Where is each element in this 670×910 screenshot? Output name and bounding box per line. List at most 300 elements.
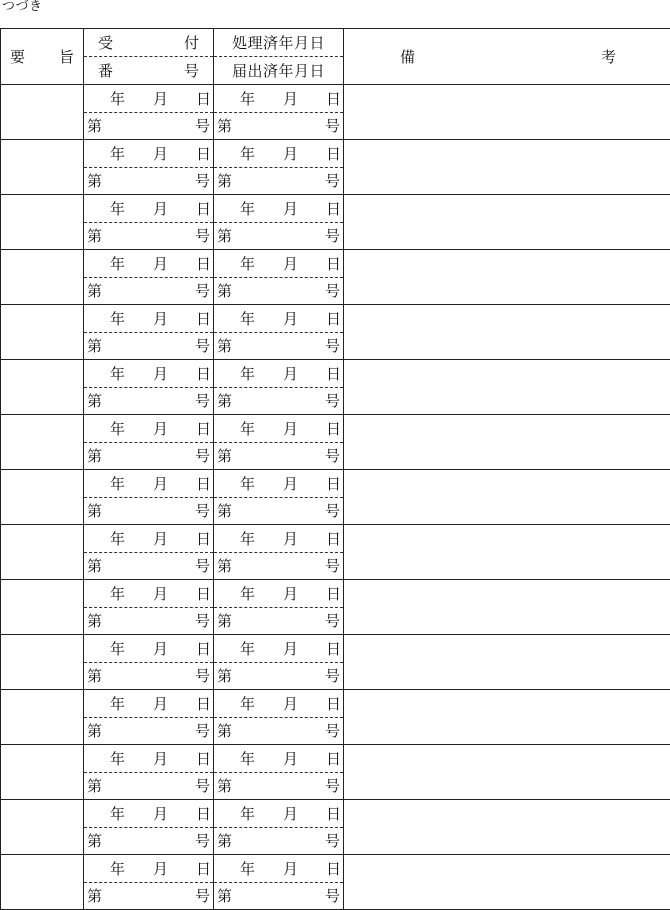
year-label: 年 [109,199,125,218]
day-label: 日 [195,749,211,768]
filed-number-field[interactable] [214,498,343,525]
summary-cell[interactable] [1,415,84,470]
processed-date-field[interactable] [214,745,343,773]
number-suffix-label: 号 [324,722,340,741]
filed-number-field[interactable] [214,443,343,470]
processed-date-field[interactable] [214,85,343,113]
number-prefix-label: 第 [217,117,233,136]
receipt-number-field[interactable] [84,883,213,910]
month-label: 月 [282,804,298,823]
number-suffix-label: 号 [324,502,340,521]
day-label: 日 [195,529,211,548]
number-prefix-label: 第 [217,832,233,851]
number-suffix-label: 号 [324,832,340,851]
number-prefix-label: 第 [87,887,103,906]
day-label: 日 [325,584,341,603]
day-label: 日 [195,804,211,823]
receipt-cell [84,140,214,195]
month-label: 月 [282,89,298,108]
number-suffix-label: 号 [324,887,340,906]
day-label: 日 [325,144,341,163]
filed-number-field[interactable] [214,388,343,415]
processing-cell [214,690,344,745]
processed-date-field[interactable] [214,470,343,498]
year-label: 年 [239,474,255,493]
month-label: 月 [282,859,298,878]
record-row [1,85,670,140]
month-label: 月 [282,364,298,383]
number-prefix-label: 第 [217,337,233,356]
receipt-date-field[interactable] [84,195,213,223]
number-prefix-label: 第 [217,777,233,796]
day-label: 日 [325,474,341,493]
filed-number-field[interactable] [214,333,343,360]
year-label: 年 [239,859,255,878]
record-row [1,140,670,195]
day-label: 日 [325,364,341,383]
header-notes-char: 備 [400,48,416,66]
processed-date-field[interactable] [214,580,343,608]
number-prefix-label: 第 [217,887,233,906]
receipt-date-field[interactable] [84,745,213,773]
day-label: 日 [325,749,341,768]
receipt-date-field[interactable] [84,855,213,883]
day-label: 日 [325,254,341,273]
receipt-date-field[interactable] [84,525,213,553]
summary-cell[interactable] [1,195,84,250]
processing-cell [214,635,344,690]
receipt-number-field[interactable] [84,608,213,635]
notes-cell[interactable] [344,800,670,855]
filed-number-field[interactable] [214,828,343,855]
number-prefix-label: 第 [217,282,233,301]
month-label: 月 [152,529,168,548]
number-suffix-label: 号 [324,172,340,191]
number-suffix-label: 号 [324,392,340,411]
receipt-date-field[interactable] [84,580,213,608]
receipt-date-field[interactable] [84,360,213,388]
filed-number-field[interactable] [214,553,343,580]
month-label: 月 [282,639,298,658]
month-label: 月 [282,529,298,548]
number-prefix-label: 第 [217,227,233,246]
processing-cell [214,140,344,195]
number-prefix-label: 第 [217,722,233,741]
processed-date-field[interactable] [214,195,343,223]
processing-cell [214,580,344,635]
year-label: 年 [109,694,125,713]
number-prefix-label: 第 [217,392,233,411]
continued-label: つづき [2,0,43,14]
receipt-date-field[interactable] [84,415,213,443]
month-label: 月 [152,144,168,163]
receipt-date-field[interactable] [84,140,213,168]
receipt-number-field[interactable] [84,773,213,800]
number-suffix-label: 号 [194,612,210,631]
filed-number-field[interactable] [214,883,343,910]
header-processing [214,29,344,85]
processed-date-field[interactable] [214,800,343,828]
summary-cell[interactable] [1,635,84,690]
receipt-date-field[interactable] [84,690,213,718]
receipt-number-field[interactable] [84,663,213,690]
day-label: 日 [195,694,211,713]
receipt-cell [84,635,214,690]
processed-date-field[interactable] [214,855,343,883]
filed-number-field[interactable] [214,663,343,690]
number-prefix-label: 第 [87,557,103,576]
year-label: 年 [109,419,125,438]
receipt-cell [84,800,214,855]
number-suffix-label: 号 [194,117,210,136]
receipt-cell [84,195,214,250]
header-summary-char: 要 [10,48,26,66]
month-label: 月 [152,694,168,713]
month-label: 月 [282,254,298,273]
header-filed-date: 届出済年月日 [231,62,325,80]
year-label: 年 [109,254,125,273]
number-prefix-label: 第 [87,777,103,796]
year-label: 年 [109,804,125,823]
receipt-number-field[interactable] [84,168,213,195]
receipt-date-field[interactable] [84,470,213,498]
year-label: 年 [109,529,125,548]
processed-date-field[interactable] [214,690,343,718]
month-label: 月 [152,749,168,768]
receipt-cell [84,470,214,525]
month-label: 月 [282,199,298,218]
notes-cell[interactable] [344,360,670,415]
processed-date-field[interactable] [214,250,343,278]
number-prefix-label: 第 [87,447,103,466]
processing-cell [214,85,344,140]
receipt-number-field[interactable] [84,223,213,250]
header-number-char: 番 [98,62,114,80]
number-suffix-label: 号 [194,282,210,301]
day-label: 日 [325,309,341,328]
month-label: 月 [282,309,298,328]
day-label: 日 [195,89,211,108]
number-suffix-label: 号 [324,777,340,796]
number-prefix-label: 第 [87,667,103,686]
notes-cell[interactable] [344,635,670,690]
number-suffix-label: 号 [324,117,340,136]
filed-number-field[interactable] [214,718,343,745]
year-label: 年 [239,364,255,383]
receipt-number-field[interactable] [84,443,213,470]
record-row [1,250,670,305]
day-label: 日 [195,254,211,273]
filed-number-field[interactable] [214,168,343,195]
summary-cell[interactable] [1,470,84,525]
summary-cell[interactable] [1,525,84,580]
day-label: 日 [325,694,341,713]
header-processed-date: 処理済年月日 [231,34,325,52]
number-prefix-label: 第 [87,722,103,741]
day-label: 日 [195,474,211,493]
processed-date-field[interactable] [214,415,343,443]
header-receipt [84,29,214,85]
notes-cell[interactable] [344,305,670,360]
summary-cell[interactable] [1,745,84,800]
number-suffix-label: 号 [324,667,340,686]
year-label: 年 [239,639,255,658]
record-row [1,745,670,800]
filed-number-field[interactable] [214,773,343,800]
receipt-date-field[interactable] [84,85,213,113]
notes-cell[interactable] [344,195,670,250]
record-row [1,635,670,690]
day-label: 日 [195,639,211,658]
receipt-cell [84,580,214,635]
year-label: 年 [109,639,125,658]
number-suffix-label: 号 [194,777,210,796]
header-summary [1,29,84,85]
number-prefix-label: 第 [87,612,103,631]
year-label: 年 [239,199,255,218]
number-suffix-label: 号 [324,282,340,301]
number-suffix-label: 号 [324,337,340,356]
processing-cell [214,360,344,415]
number-prefix-label: 第 [217,172,233,191]
filed-number-field[interactable] [214,608,343,635]
receipt-date-field[interactable] [84,305,213,333]
summary-cell[interactable] [1,305,84,360]
year-label: 年 [239,749,255,768]
processing-cell [214,250,344,305]
number-suffix-label: 号 [194,447,210,466]
year-label: 年 [239,804,255,823]
number-prefix-label: 第 [217,612,233,631]
receipt-cell [84,360,214,415]
receipt-number-field[interactable] [84,388,213,415]
number-suffix-label: 号 [194,337,210,356]
receipt-date-field[interactable] [84,635,213,663]
number-suffix-label: 号 [324,447,340,466]
month-label: 月 [152,639,168,658]
day-label: 日 [325,199,341,218]
year-label: 年 [109,474,125,493]
summary-cell[interactable] [1,580,84,635]
summary-cell[interactable] [1,140,84,195]
processed-date-field[interactable] [214,635,343,663]
day-label: 日 [325,419,341,438]
year-label: 年 [109,364,125,383]
number-suffix-label: 号 [194,227,210,246]
notes-cell[interactable] [344,140,670,195]
record-row [1,855,670,910]
record-table [0,28,670,910]
month-label: 月 [152,474,168,493]
year-label: 年 [239,89,255,108]
processing-cell [214,305,344,360]
year-label: 年 [239,529,255,548]
receipt-cell [84,250,214,305]
record-row [1,470,670,525]
year-label: 年 [239,144,255,163]
summary-cell[interactable] [1,800,84,855]
day-label: 日 [195,584,211,603]
filed-number-field[interactable] [214,278,343,305]
month-label: 月 [282,694,298,713]
month-label: 月 [152,584,168,603]
number-prefix-label: 第 [87,117,103,136]
notes-cell[interactable] [344,580,670,635]
number-suffix-label: 号 [324,227,340,246]
year-label: 年 [109,309,125,328]
processed-date-field[interactable] [214,305,343,333]
number-suffix-label: 号 [324,612,340,631]
notes-cell[interactable] [344,745,670,800]
processing-cell [214,855,344,910]
header-summary-char: 旨 [58,48,74,66]
summary-cell[interactable] [1,360,84,415]
processed-date-field[interactable] [214,525,343,553]
header-number-char: 号 [183,62,199,80]
filed-number-field[interactable] [214,223,343,250]
receipt-number-field[interactable] [84,113,213,140]
month-label: 月 [152,309,168,328]
number-prefix-label: 第 [87,172,103,191]
receipt-cell [84,745,214,800]
summary-cell[interactable] [1,855,84,910]
processing-cell [214,800,344,855]
year-label: 年 [109,89,125,108]
processing-cell [214,415,344,470]
number-suffix-label: 号 [194,557,210,576]
record-row [1,360,670,415]
record-row [1,580,670,635]
number-prefix-label: 第 [217,557,233,576]
year-label: 年 [109,584,125,603]
number-prefix-label: 第 [87,227,103,246]
day-label: 日 [325,859,341,878]
day-label: 日 [195,199,211,218]
header-receipt-char: 付 [183,34,199,52]
header-notes-char: 考 [600,48,616,66]
filed-number-field[interactable] [214,113,343,140]
summary-cell[interactable] [1,250,84,305]
notes-cell[interactable] [344,85,670,140]
number-prefix-label: 第 [87,832,103,851]
receipt-cell [84,415,214,470]
day-label: 日 [195,859,211,878]
year-label: 年 [239,419,255,438]
number-suffix-label: 号 [194,172,210,191]
number-suffix-label: 号 [194,887,210,906]
record-row [1,195,670,250]
year-label: 年 [109,144,125,163]
number-prefix-label: 第 [87,337,103,356]
receipt-number-field[interactable] [84,718,213,745]
receipt-cell [84,690,214,745]
month-label: 月 [282,749,298,768]
number-suffix-label: 号 [194,667,210,686]
month-label: 月 [152,364,168,383]
receipt-cell [84,85,214,140]
processed-date-field[interactable] [214,140,343,168]
year-label: 年 [109,859,125,878]
record-row [1,415,670,470]
month-label: 月 [282,419,298,438]
day-label: 日 [325,529,341,548]
notes-cell[interactable] [344,470,670,525]
day-label: 日 [195,419,211,438]
receipt-cell [84,305,214,360]
number-suffix-label: 号 [194,392,210,411]
number-suffix-label: 号 [194,502,210,521]
receipt-number-field[interactable] [84,498,213,525]
record-row [1,690,670,745]
day-label: 日 [325,89,341,108]
day-label: 日 [195,144,211,163]
year-label: 年 [109,749,125,768]
number-prefix-label: 第 [217,447,233,466]
receipt-number-field[interactable] [84,333,213,360]
processing-cell [214,195,344,250]
day-label: 日 [195,309,211,328]
number-prefix-label: 第 [217,502,233,521]
notes-cell[interactable] [344,525,670,580]
receipt-number-field[interactable] [84,553,213,580]
number-prefix-label: 第 [87,282,103,301]
receipt-cell [84,525,214,580]
record-row [1,800,670,855]
day-label: 日 [325,804,341,823]
notes-cell[interactable] [344,250,670,305]
number-suffix-label: 号 [194,832,210,851]
year-label: 年 [239,694,255,713]
receipt-number-field[interactable] [84,828,213,855]
number-suffix-label: 号 [324,557,340,576]
notes-cell[interactable] [344,855,670,910]
receipt-cell [84,855,214,910]
summary-cell[interactable] [1,85,84,140]
number-prefix-label: 第 [87,502,103,521]
processing-cell [214,745,344,800]
month-label: 月 [282,474,298,493]
receipt-date-field[interactable] [84,800,213,828]
year-label: 年 [239,584,255,603]
month-label: 月 [282,144,298,163]
number-prefix-label: 第 [217,667,233,686]
month-label: 月 [282,584,298,603]
header-row [1,29,670,85]
day-label: 日 [325,639,341,658]
year-label: 年 [239,254,255,273]
summary-cell[interactable] [1,690,84,745]
header-notes [344,29,670,85]
notes-cell[interactable] [344,690,670,745]
processing-cell [214,470,344,525]
header-receipt-char: 受 [98,34,114,52]
month-label: 月 [152,199,168,218]
record-row [1,305,670,360]
number-suffix-label: 号 [194,722,210,741]
processing-cell [214,525,344,580]
record-row [1,525,670,580]
month-label: 月 [152,254,168,273]
receipt-date-field[interactable] [84,250,213,278]
notes-cell[interactable] [344,415,670,470]
receipt-number-field[interactable] [84,278,213,305]
month-label: 月 [152,804,168,823]
month-label: 月 [152,419,168,438]
month-label: 月 [152,89,168,108]
processed-date-field[interactable] [214,360,343,388]
month-label: 月 [152,859,168,878]
year-label: 年 [239,309,255,328]
